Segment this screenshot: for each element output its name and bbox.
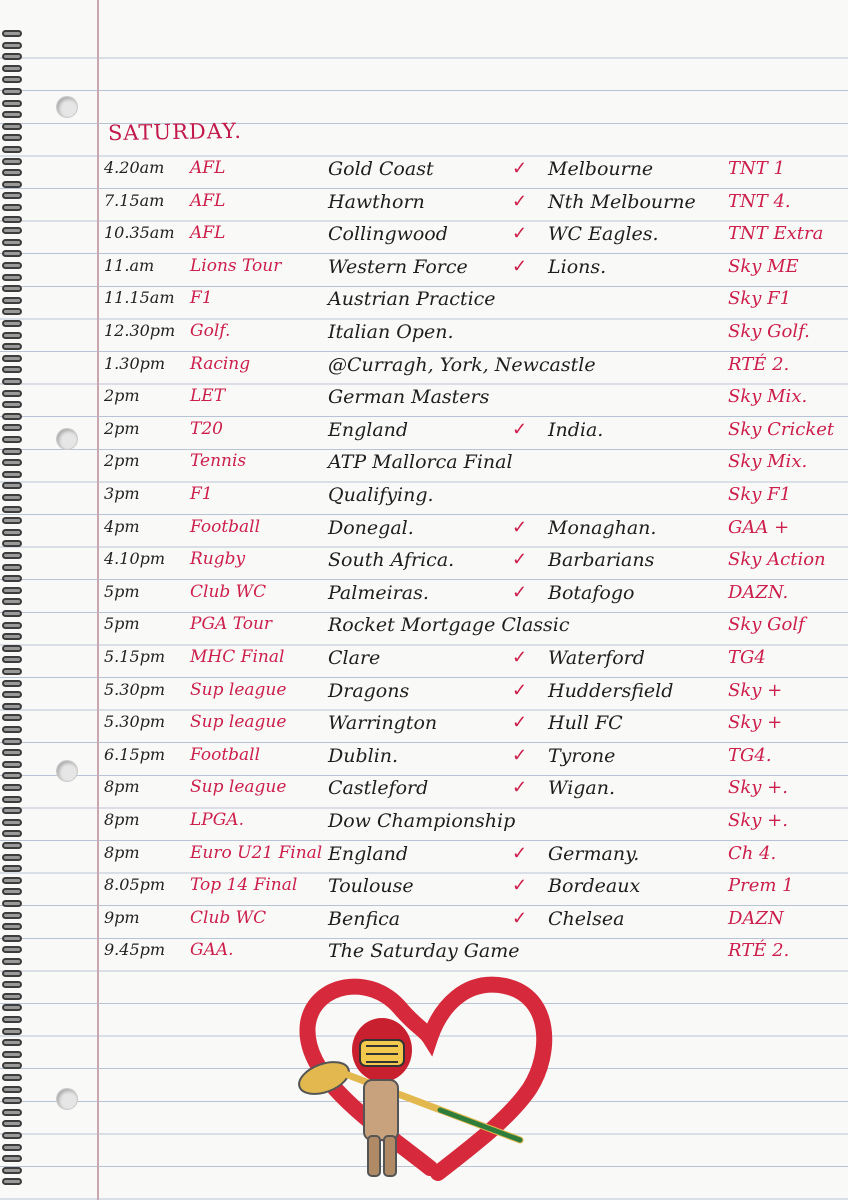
spiral-coil: [2, 1016, 22, 1023]
listing-time: 5.30pm: [104, 712, 166, 732]
listing-channel: Sky Golf: [728, 614, 805, 636]
listing-team-home: Dublin.: [328, 744, 399, 767]
spiral-coil: [2, 30, 22, 37]
listing-team-home: Western Force: [328, 255, 468, 278]
spiral-coil: [2, 1086, 22, 1093]
listing-row: [0, 680, 848, 712]
listing-time: 5.15pm: [104, 647, 166, 666]
listing-team-away: Bordeaux: [548, 875, 641, 898]
checkmark-icon: ✓: [512, 647, 528, 668]
checkmark-icon: ✓: [512, 418, 528, 440]
spiral-coil: [2, 1109, 22, 1116]
listing-row: [0, 582, 848, 614]
spiral-coil: [2, 76, 22, 83]
listing-team-home: Austrian Practice: [328, 288, 496, 311]
punch-hole: [56, 1088, 78, 1110]
listing-channel: Sky Action: [728, 549, 826, 571]
listing-channel: DAZN.: [728, 581, 789, 603]
checkmark-icon: ✓: [512, 516, 528, 538]
listing-time: 4.20am: [104, 158, 165, 177]
listing-team-home: Dragons: [328, 679, 410, 702]
listing-sport: Club WC: [190, 907, 267, 928]
listing-team-away: WC Eagles.: [548, 223, 659, 246]
listing-channel: Sky Mix.: [728, 451, 808, 473]
checkmark-icon: ✓: [512, 190, 528, 212]
spiral-coil: [2, 1155, 22, 1162]
listing-team-home: Castleford: [328, 777, 429, 800]
listing-sport: Sup league: [190, 777, 287, 798]
checkmark-icon: ✓: [512, 255, 528, 277]
spiral-coil: [2, 993, 22, 1000]
listing-time: 5.30pm: [104, 679, 166, 699]
listing-sport: Top 14 Final: [190, 875, 298, 896]
listing-sport: Sup league: [190, 712, 287, 733]
listing-sport: PGA Tour: [190, 614, 273, 635]
listing-row: [0, 777, 848, 809]
listing-channel: Sky F1: [728, 288, 792, 310]
spiral-coil: [2, 53, 22, 60]
listing-sport: GAA.: [190, 940, 234, 961]
listing-time: 2pm: [104, 418, 140, 438]
listing-team-home: England: [328, 842, 409, 865]
listing-channel: Sky Golf.: [728, 321, 810, 342]
listing-row: [0, 223, 848, 255]
listing-team-home: Hawthorn: [328, 190, 425, 213]
listing-team-home: Clare: [328, 647, 381, 669]
spiral-coil: [2, 1039, 22, 1046]
spiral-coil: [2, 111, 22, 118]
listing-team-home: South Africa.: [328, 549, 455, 572]
hurley-stick-icon: [295, 1056, 520, 1140]
spiral-coil: [2, 1074, 22, 1081]
listing-channel: GAA +: [728, 516, 790, 538]
listing-sport: MHC Final: [190, 647, 285, 667]
listing-team-home: Donegal.: [328, 516, 414, 539]
listing-team-away: Huddersfield: [548, 679, 674, 702]
listing-team-away: Lions.: [548, 255, 607, 278]
checkmark-icon: ✓: [512, 712, 528, 734]
spiral-coil: [2, 981, 22, 988]
listing-channel: RTÉ 2.: [728, 353, 790, 375]
listing-channel: TG4.: [728, 744, 772, 766]
listing-team-home: Rocket Mortgage Classic: [328, 614, 570, 637]
listing-channel: Sky F1: [728, 484, 792, 505]
listing-channel: Sky +.: [728, 810, 788, 831]
listing-channel: Sky ME: [728, 255, 799, 277]
listing-row: [0, 158, 848, 190]
listing-team-home: @Curragh, York, Newcastle: [328, 353, 596, 376]
listing-sport: Golf.: [190, 321, 231, 341]
listing-channel: Sky +.: [728, 777, 788, 799]
spiral-coil: [2, 1004, 22, 1011]
checkmark-icon: ✓: [512, 158, 528, 179]
listing-row: [0, 810, 848, 842]
listing-row: [0, 614, 848, 646]
listing-channel: DAZN: [728, 907, 784, 929]
listing-channel: Sky +: [728, 679, 783, 701]
listing-row: [0, 256, 848, 288]
listing-team-home: Italian Open.: [328, 321, 454, 343]
listing-team-home: The Saturday Game: [328, 940, 520, 963]
listing-channel: Sky Mix.: [728, 386, 808, 408]
listing-time: 5pm: [104, 614, 140, 634]
listing-row: [0, 354, 848, 386]
listing-channel: TNT 1: [728, 158, 785, 179]
listing-team-home: Qualifying.: [328, 484, 434, 506]
page-title: SATURDAY.: [107, 118, 243, 146]
listing-team-away: Monaghan.: [548, 516, 657, 539]
listing-team-home: England: [328, 418, 409, 441]
listing-team-home: Gold Coast: [328, 158, 434, 180]
checkmark-icon: ✓: [512, 581, 528, 603]
checkmark-icon: ✓: [512, 777, 528, 799]
listing-time: 1.30pm: [104, 353, 166, 373]
listing-row: [0, 419, 848, 451]
listing-sport: Football: [190, 516, 261, 537]
spiral-coil: [2, 65, 22, 72]
listing-team-away: Tyrone: [548, 744, 616, 767]
listing-time: 12.30pm: [104, 321, 176, 340]
listing-row: [0, 712, 848, 744]
listing-time: 5pm: [104, 581, 140, 601]
listing-time: 9pm: [104, 907, 140, 927]
listing-team-home: Palmeiras.: [328, 581, 429, 604]
checkmark-icon: ✓: [512, 907, 528, 929]
listing-sport: T20: [190, 418, 223, 439]
listing-row: [0, 517, 848, 549]
listing-time: 4.10pm: [104, 549, 166, 569]
listing-channel: TNT 4.: [728, 190, 791, 212]
listing-row: [0, 745, 848, 777]
listing-sport: LET: [190, 386, 226, 407]
listing-sport: Racing: [190, 353, 251, 374]
listing-sport: Rugby: [190, 549, 246, 570]
listing-time: 8pm: [104, 810, 140, 829]
listing-row: [0, 321, 848, 353]
listing-time: 8pm: [104, 777, 140, 797]
listing-team-home: Warrington: [328, 712, 438, 735]
listing-time: 6.15pm: [104, 744, 166, 764]
listing-team-away: Nth Melbourne: [548, 190, 696, 213]
spiral-coil: [2, 88, 22, 95]
listing-team-away: India.: [548, 418, 604, 441]
spiral-coil: [2, 42, 22, 49]
spiral-coil: [2, 134, 22, 141]
listing-sport: LPGA.: [190, 810, 244, 830]
listing-time: 9.45pm: [104, 940, 166, 960]
listing-channel: Prem 1: [728, 875, 794, 897]
listing-channel: Sky +: [728, 712, 783, 734]
listing-team-home: Dow Championship: [328, 810, 516, 832]
listing-row: [0, 451, 848, 483]
hurling-helmet-icon: [352, 1018, 412, 1082]
checkmark-icon: ✓: [512, 679, 528, 701]
spiral-coil: [2, 1120, 22, 1127]
listing-team-home: Benfica: [328, 907, 401, 930]
listing-sport: Tennis: [190, 451, 247, 472]
listing-team-away: Waterford: [548, 647, 645, 669]
listing-time: 4pm: [104, 516, 140, 536]
listing-sport: Lions Tour: [190, 255, 282, 276]
spiral-coil: [2, 1132, 22, 1139]
listing-team-away: Hull FC: [548, 712, 623, 735]
listing-sport: AFL: [190, 190, 226, 211]
listing-time: 3pm: [104, 484, 140, 503]
listing-row: [0, 288, 848, 320]
listing-sport: Club WC: [190, 581, 267, 602]
listing-channel: Sky Cricket: [728, 418, 835, 440]
listing-channel: RTÉ 2.: [728, 940, 790, 962]
listing-row: [0, 484, 848, 516]
spiral-coil: [2, 100, 22, 107]
checkmark-icon: ✓: [512, 549, 528, 571]
checkmark-icon: ✓: [512, 223, 528, 245]
checkmark-icon: ✓: [512, 875, 528, 897]
spiral-coil: [2, 146, 22, 153]
listing-time: 10.35am: [104, 223, 175, 243]
listing-channel: TG4: [728, 647, 766, 668]
listing-team-away: Melbourne: [548, 158, 654, 180]
spiral-coil: [2, 1167, 22, 1174]
listing-time: 8pm: [104, 842, 140, 862]
listing-team-home: ATP Mallorca Final: [328, 451, 513, 474]
listing-row: [0, 875, 848, 907]
spiral-coil: [2, 123, 22, 130]
listing-row: [0, 191, 848, 223]
listing-team-home: Toulouse: [328, 875, 414, 898]
listing-row: [0, 647, 848, 679]
spiral-coil: [2, 1097, 22, 1104]
listing-sport: Football: [190, 744, 261, 765]
listing-team-away: Wigan.: [548, 777, 616, 800]
listing-team-away: Barbarians: [548, 549, 655, 572]
listing-time: 11.am: [104, 255, 155, 275]
listing-sport: Sup league: [190, 679, 287, 700]
listing-channel: TNT Extra: [728, 223, 824, 245]
listing-row: [0, 843, 848, 875]
listing-time: 2pm: [104, 451, 140, 471]
spiral-coil: [2, 1028, 22, 1035]
player-body-icon: [364, 1080, 398, 1176]
listing-row: [0, 386, 848, 418]
listing-sport: AFL: [190, 223, 226, 244]
listing-time: 7.15am: [104, 190, 165, 210]
listing-time: 2pm: [104, 386, 140, 406]
checkmark-icon: ✓: [512, 744, 528, 766]
punch-hole: [56, 96, 78, 118]
listing-sport: AFL: [190, 158, 226, 178]
listing-team-away: Chelsea: [548, 907, 625, 930]
listing-row: [0, 549, 848, 581]
listing-time: 11.15am: [104, 288, 175, 308]
listing-sport: F1: [190, 288, 213, 309]
checkmark-icon: ✓: [512, 842, 528, 864]
heart-hurling-sticker: [290, 968, 570, 1188]
spiral-coil: [2, 1178, 22, 1185]
spiral-coil: [2, 1062, 22, 1069]
listing-team-away: Botafogo: [548, 581, 635, 604]
listing-sport: F1: [190, 484, 213, 504]
listing-team-away: Germany.: [548, 842, 640, 865]
listing-time: 8.05pm: [104, 875, 166, 895]
spiral-coil: [2, 1144, 22, 1151]
listing-row: [0, 908, 848, 940]
listing-team-home: Collingwood: [328, 223, 448, 246]
listing-sport: Euro U21 Final: [190, 842, 323, 863]
spiral-coil: [2, 1051, 22, 1058]
listing-team-home: German Masters: [328, 386, 490, 409]
listing-channel: Ch 4.: [728, 842, 777, 864]
